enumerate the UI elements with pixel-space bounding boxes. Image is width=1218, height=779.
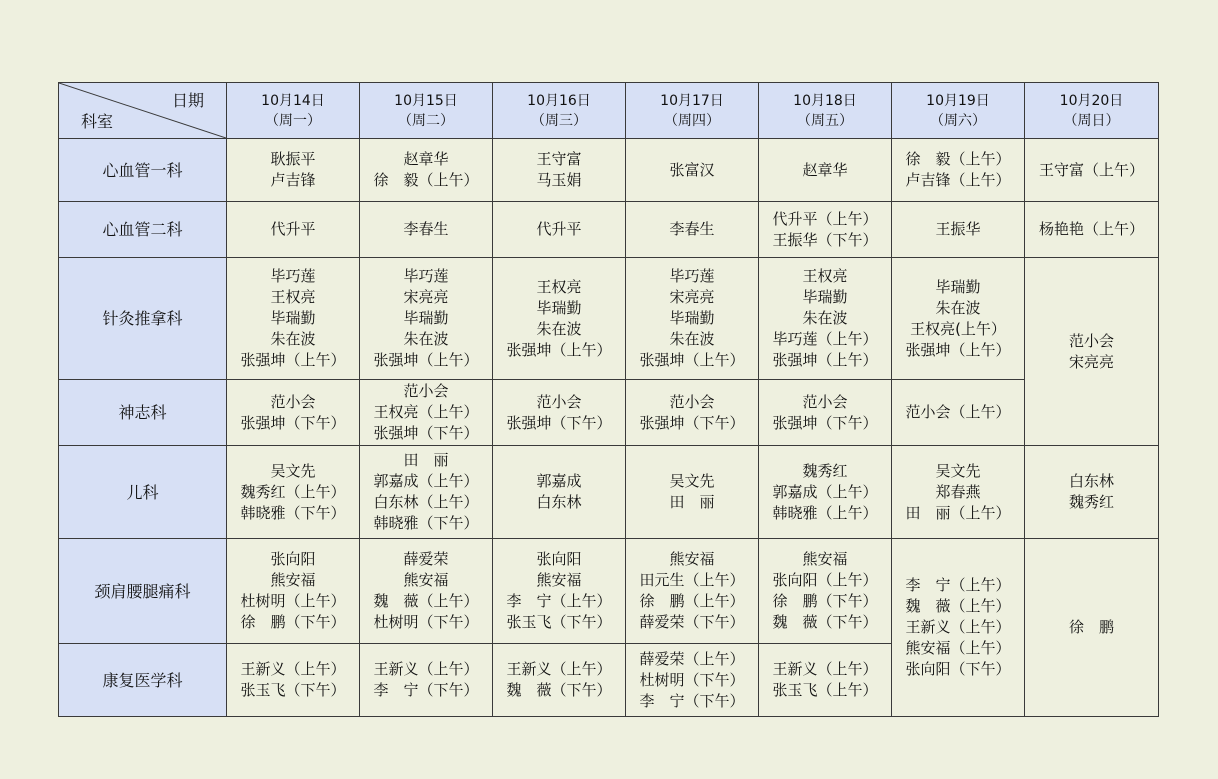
duty-entry: 魏秀红 <box>1068 493 1114 511</box>
duty-entry: 卢吉锋（上午） <box>905 171 1011 189</box>
duty-entry: 王权亮（上午） <box>373 403 479 421</box>
schedule-cell <box>360 446 493 539</box>
department-name-cell: 心血管二科 <box>59 202 227 258</box>
schedule-cell <box>759 202 892 258</box>
date-label: 10月14日 <box>261 92 325 109</box>
duty-entry: 张强坤（上午） <box>506 340 612 359</box>
header-row <box>59 83 1159 139</box>
duty-entry: 张富汉 <box>669 160 715 179</box>
schedule-cell <box>892 258 1025 380</box>
duty-entry: 毕巧莲 <box>270 267 316 285</box>
duty-entry: 赵章华 <box>403 150 449 168</box>
duty-entry: 魏 薇（下午） <box>772 613 878 631</box>
duty-entry: 马玉娟 <box>536 171 582 189</box>
schedule-cell <box>227 202 360 258</box>
duty-entry: 毕巧莲 <box>403 267 449 285</box>
duty-entry: 田 丽 <box>403 451 449 469</box>
schedule-cell <box>892 446 1025 539</box>
duty-entry: 毕瑞勤 <box>403 309 449 327</box>
duty-entry: 范小会 <box>403 382 449 400</box>
duty-entry: 徐 毅（上午） <box>905 150 1011 168</box>
department-row-acupuncture <box>59 258 1159 380</box>
duty-entry: 王振华（下午） <box>772 230 878 249</box>
schedule-cell <box>227 539 360 644</box>
schedule-cell <box>626 380 759 446</box>
duty-entry: 韩晓雅（上午） <box>772 503 878 522</box>
schedule-cell <box>227 446 360 539</box>
schedule-cell <box>493 539 626 644</box>
schedule-cell <box>892 202 1025 258</box>
schedule-cell <box>759 258 892 380</box>
duty-entry: 范小会 <box>669 392 715 411</box>
weekday-label: （周二） <box>398 112 454 129</box>
duty-entry: 韩晓雅（下午） <box>373 514 479 532</box>
duty-entry: 王新义（上午） <box>772 660 878 678</box>
schedule-cell <box>1025 202 1159 258</box>
duty-entry: 张向阳（上午） <box>772 571 878 589</box>
duty-entry: 吴文先 <box>669 472 715 490</box>
duty-entry: 郭嘉成（上午） <box>772 482 878 501</box>
department-row-pediatrics <box>59 446 1159 539</box>
duty-entry: 毕瑞勤 <box>536 298 582 317</box>
department-row-mental <box>59 380 1159 446</box>
corner-date-label: 日期 <box>171 91 204 110</box>
duty-entry: 宋亮亮 <box>1068 352 1114 371</box>
duty-entry: 毕瑞勤 <box>669 309 715 327</box>
date-header-6 <box>892 83 1025 139</box>
duty-entry: 薛爱荣 <box>403 550 449 568</box>
duty-entry: 王新义（上午） <box>506 660 612 678</box>
corner-department-label: 科室 <box>81 112 114 131</box>
date-header-1 <box>227 83 360 139</box>
schedule-cell <box>626 644 759 717</box>
weekday-label: （周日） <box>1063 112 1120 129</box>
schedule-cell <box>227 139 360 202</box>
date-header-5 <box>759 83 892 139</box>
duty-entry: 代升平 <box>536 220 582 238</box>
schedule-cell <box>892 380 1025 446</box>
schedule-cell <box>759 380 892 446</box>
date-label: 10月18日 <box>793 92 857 109</box>
schedule-cell <box>227 644 360 717</box>
department-row-pain <box>59 539 1159 644</box>
schedule-cell <box>493 644 626 717</box>
duty-entry: 卢吉锋 <box>270 171 316 189</box>
department-name-cell: 康复医学科 <box>59 644 227 717</box>
duty-entry: 张玉飞（下午） <box>506 613 612 631</box>
duty-entry: 魏 薇（下午） <box>506 681 612 699</box>
schedule-cell <box>360 644 493 717</box>
duty-entry: 朱在波 <box>536 319 582 338</box>
duty-entry: 张强坤（下午） <box>240 413 346 432</box>
duty-entry: 魏 薇（上午） <box>373 592 479 610</box>
weekday-label: （周三） <box>531 112 587 129</box>
date-label: 10月17日 <box>660 92 724 109</box>
weekday-label: （周一） <box>265 112 321 129</box>
duty-entry: 代升平 <box>270 220 316 238</box>
schedule-cell <box>626 258 759 380</box>
schedule-cell <box>759 539 892 644</box>
duty-entry: 张强坤（上午） <box>772 351 878 369</box>
duty-entry: 张强坤（上午） <box>639 351 745 369</box>
duty-entry: 杨艳艳（上午） <box>1038 220 1144 238</box>
duty-entry: 郑春燕 <box>935 482 981 501</box>
schedule-cell-merged <box>1025 258 1159 446</box>
schedule-cell <box>759 446 892 539</box>
duty-entry: 杜树明（下午） <box>373 613 479 631</box>
duty-entry: 杜树明（上午） <box>240 592 346 610</box>
duty-entry: 王振华 <box>935 220 981 238</box>
duty-entry: 王权亮(上午） <box>910 319 1006 338</box>
duty-entry: 毕瑞勤 <box>270 309 316 327</box>
duty-entry: 张玉飞（下午） <box>240 681 346 699</box>
duty-entry: 朱在波 <box>669 330 715 348</box>
date-label: 10月20日 <box>1059 92 1124 109</box>
duty-entry: 魏秀红（上午） <box>240 482 346 501</box>
schedule-cell <box>626 539 759 644</box>
duty-entry: 薛爱荣（下午） <box>639 613 745 631</box>
duty-entry: 魏秀红 <box>802 461 848 480</box>
duty-entry: 张玉飞（上午） <box>772 681 878 699</box>
schedule-cell <box>1025 446 1159 539</box>
duty-entry: 张强坤（下午） <box>772 413 878 432</box>
schedule-cell <box>360 380 493 446</box>
schedule-cell <box>626 202 759 258</box>
schedule-cell <box>759 139 892 202</box>
duty-entry: 熊安福（上午） <box>905 639 1011 657</box>
schedule-cell <box>227 258 360 380</box>
schedule-cell <box>626 139 759 202</box>
duty-entry: 郭嘉成 <box>536 472 582 490</box>
duty-entry: 张强坤（上午） <box>905 340 1011 359</box>
duty-entry: 赵章华 <box>802 160 848 179</box>
duty-entry: 张强坤（上午） <box>240 351 346 369</box>
department-name-cell: 颈肩腰腿痛科 <box>59 539 227 644</box>
duty-entry: 朱在波 <box>270 330 316 348</box>
schedule-cell <box>759 644 892 717</box>
duty-entry: 白东林（上午） <box>373 493 479 511</box>
schedule-cell <box>493 446 626 539</box>
weekday-label: （周四） <box>664 112 720 129</box>
duty-entry: 吴文先 <box>935 461 981 480</box>
schedule-cell <box>360 258 493 380</box>
duty-entry: 薛爱荣（上午） <box>639 649 745 668</box>
duty-entry: 徐 鹏（上午） <box>639 592 745 610</box>
schedule-cell <box>493 202 626 258</box>
department-name-cell: 神志科 <box>59 380 227 446</box>
duty-entry: 朱在波 <box>403 330 449 348</box>
schedule-cell <box>493 258 626 380</box>
date-label: 10月15日 <box>394 92 458 109</box>
schedule-cell-merged <box>892 539 1025 717</box>
duty-entry: 宋亮亮 <box>669 288 715 306</box>
duty-entry: 范小会（上午） <box>905 403 1011 421</box>
duty-entry: 杜树明（下午） <box>639 670 745 689</box>
schedule-cell <box>1025 139 1159 202</box>
duty-entry: 李 宁（上午） <box>905 576 1011 594</box>
date-label: 10月19日 <box>926 92 990 109</box>
date-header-2 <box>360 83 493 139</box>
duty-entry: 范小会 <box>802 392 848 411</box>
duty-entry: 郭嘉成（上午） <box>373 472 479 490</box>
duty-entry: 田元生（上午） <box>639 571 745 589</box>
duty-entry: 王新义（上午） <box>240 660 346 678</box>
duty-entry: 王新义（上午） <box>373 660 479 678</box>
department-name-cell: 针灸推拿科 <box>59 258 227 380</box>
duty-entry: 毕巧莲（上午） <box>772 330 878 348</box>
duty-entry: 田 丽（上午） <box>905 503 1011 522</box>
schedule-cell <box>360 539 493 644</box>
duty-entry: 毕巧莲 <box>669 267 715 285</box>
department-name-cell: 儿科 <box>59 446 227 539</box>
schedule-cell <box>493 380 626 446</box>
date-header-7 <box>1025 83 1159 139</box>
duty-entry: 熊安福 <box>270 571 316 589</box>
duty-entry: 韩晓雅（下午） <box>240 503 346 522</box>
duty-entry: 徐 鹏 <box>1068 618 1114 636</box>
duty-entry: 熊安福 <box>536 571 582 589</box>
duty-entry: 王权亮 <box>802 267 848 285</box>
duty-entry: 白东林 <box>536 493 582 511</box>
duty-entry: 代升平（上午） <box>772 209 878 228</box>
duty-entry: 李春生 <box>403 220 449 238</box>
date-label: 10月16日 <box>527 92 591 109</box>
duty-entry: 毕瑞勤 <box>802 288 848 306</box>
date-header-3 <box>493 83 626 139</box>
duty-entry: 张强坤（下午） <box>506 413 612 432</box>
duty-entry: 熊安福 <box>669 550 715 568</box>
duty-entry: 范小会 <box>1068 331 1114 350</box>
duty-entry: 田 丽 <box>669 493 715 511</box>
duty-entry: 王权亮 <box>536 277 582 296</box>
schedule-cell <box>892 139 1025 202</box>
duty-entry: 张强坤（下午） <box>639 413 745 432</box>
duty-entry: 熊安福 <box>802 550 848 568</box>
schedule-cell <box>360 202 493 258</box>
duty-entry: 张向阳（下午） <box>905 660 1011 678</box>
duty-entry: 李春生 <box>669 220 715 238</box>
date-header-4 <box>626 83 759 139</box>
schedule-cell <box>227 380 360 446</box>
duty-entry: 吴文先 <box>270 461 316 480</box>
duty-entry: 张向阳 <box>536 550 582 568</box>
duty-entry: 李 宁（下午） <box>373 681 479 699</box>
duty-entry: 李 宁（上午） <box>506 592 612 610</box>
duty-entry: 白东林 <box>1068 472 1114 490</box>
duty-entry: 徐 鹏（下午） <box>772 592 878 610</box>
duty-schedule-table <box>58 82 1159 717</box>
schedule-cell <box>626 446 759 539</box>
duty-entry: 熊安福 <box>403 571 449 589</box>
duty-entry: 朱在波 <box>802 309 848 327</box>
duty-entry: 朱在波 <box>935 298 981 317</box>
department-row-cardio-1 <box>59 139 1159 202</box>
duty-entry: 张强坤（上午） <box>373 351 479 369</box>
duty-entry: 王新义（上午） <box>905 618 1011 636</box>
duty-entry: 宋亮亮 <box>403 288 449 306</box>
corner-header-cell <box>59 83 227 139</box>
duty-entry: 李 宁（下午） <box>639 691 745 710</box>
schedule-cell-merged <box>1025 539 1159 717</box>
duty-entry: 张强坤（下午） <box>373 424 479 442</box>
duty-entry: 徐 毅（上午） <box>373 171 479 189</box>
department-row-cardio-2 <box>59 202 1159 258</box>
department-name-cell: 心血管一科 <box>59 139 227 202</box>
duty-entry: 魏 薇（上午） <box>905 597 1011 615</box>
duty-entry: 王守富 <box>536 150 582 168</box>
duty-entry: 王守富（上午） <box>1038 160 1144 179</box>
duty-entry: 耿振平 <box>270 150 316 168</box>
schedule-cell <box>493 139 626 202</box>
duty-entry: 徐 鹏（下午） <box>240 613 346 631</box>
duty-entry: 王权亮 <box>270 288 316 306</box>
duty-entry: 范小会 <box>536 392 582 411</box>
duty-entry: 范小会 <box>270 392 316 411</box>
duty-entry: 毕瑞勤 <box>935 277 981 296</box>
weekday-label: （周六） <box>930 112 986 129</box>
weekday-label: （周五） <box>797 112 853 129</box>
schedule-cell <box>360 139 493 202</box>
duty-entry: 张向阳 <box>270 550 316 568</box>
